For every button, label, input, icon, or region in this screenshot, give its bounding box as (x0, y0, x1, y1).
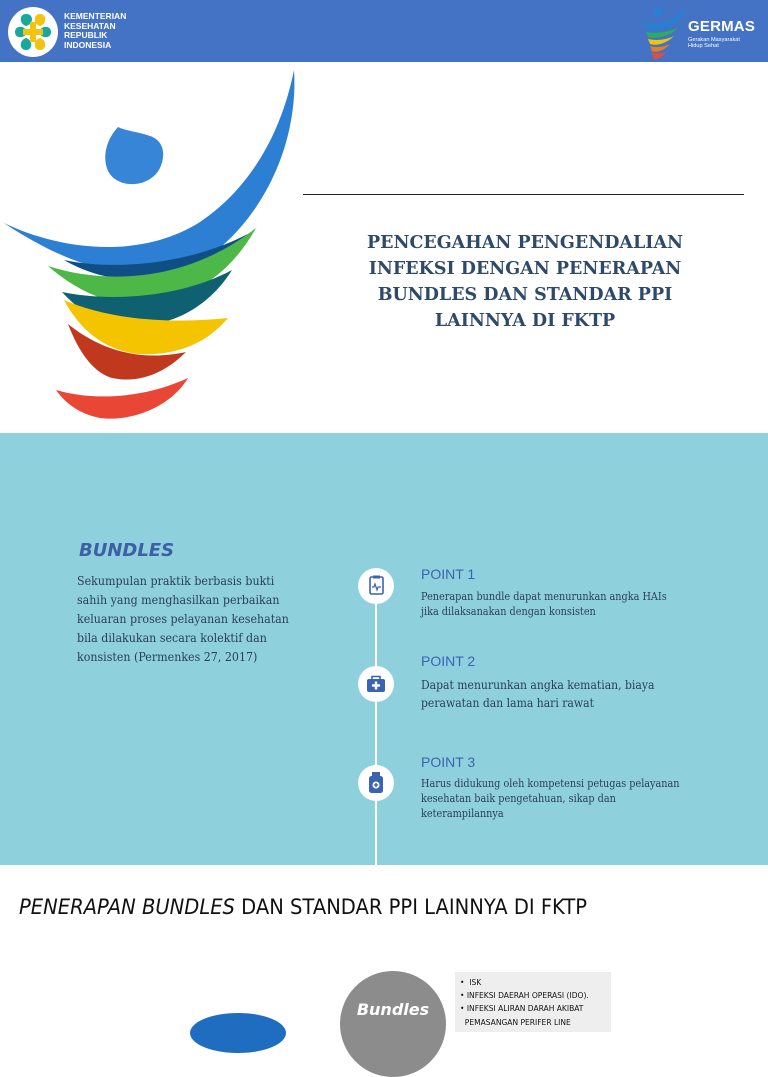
bundles-circle-label: Bundles (356, 1000, 430, 1019)
germas-title: GERMAS (688, 18, 756, 35)
germas-subtitle: Gerakan Masyarakat Hidup Sehat (688, 37, 740, 50)
clipboard-icon (358, 568, 394, 604)
title-divider (303, 194, 744, 195)
medical-bag-icon (358, 666, 394, 702)
kemenkes-logo-icon (6, 5, 60, 59)
slide-3-title (19, 895, 587, 919)
slide-1-title: PENCEGAHAN PENGENDALIAN INFEKSI DENGAN PENERAPAN BUNDLES DAN STANDAR PPI LAINNYA DI FKTP (366, 233, 684, 331)
point-2-marker (358, 666, 394, 702)
point-3-text: Harus didukung oleh kompetensi petugas pelayanan kesehatan baik pengetahuan, sikap dan keterampilannya (421, 777, 680, 820)
point-1-title: POINT 1 (421, 566, 476, 582)
germas-figure-icon (0, 68, 300, 428)
germas-logo-icon (640, 4, 688, 60)
medicine-bottle-icon (358, 765, 394, 801)
slide-3-title-italic: PENERAPAN BUNDLES (19, 895, 235, 919)
infection-list: • ISK • INFEKSI DAERAH OPERASI (IDO). • INFEKSI ALIRAN DARAH AKIBAT PEMASANGAN PERIFER LINE (460, 977, 589, 1027)
point-2-title: POINT 2 (421, 653, 476, 669)
bundles-description: Sekumpulan praktik berbasis bukti sahih yang menghasilkan perbaikan keluaran proses pelayanan kesehatan bila dilakukan secara kolektif dan konsisten (Permenkes 27, 2017) (77, 574, 289, 664)
point-1-text: Penerapan bundle dapat menurunkan angka HAIs jika dilaksanakan dengan konsisten (421, 590, 667, 618)
point-3-title: POINT 3 (421, 754, 476, 770)
timeline-line (375, 570, 377, 865)
slide-3-title-rest: DAN STANDAR PPI LAINNYA DI FKTP (234, 895, 588, 919)
point-1-marker (358, 568, 394, 604)
point-3-marker (358, 765, 394, 801)
blue-circle-shape (190, 1013, 286, 1053)
point-2-text: Dapat menurunkan angka kematian, biaya perawatan dan lama hari rawat (421, 678, 655, 710)
bundles-circle (340, 971, 446, 1077)
ministry-name: KEMENTERIAN KESEHATAN REPUBLIK INDONESIA (64, 11, 127, 50)
bundles-heading: BUNDLES (79, 540, 175, 561)
